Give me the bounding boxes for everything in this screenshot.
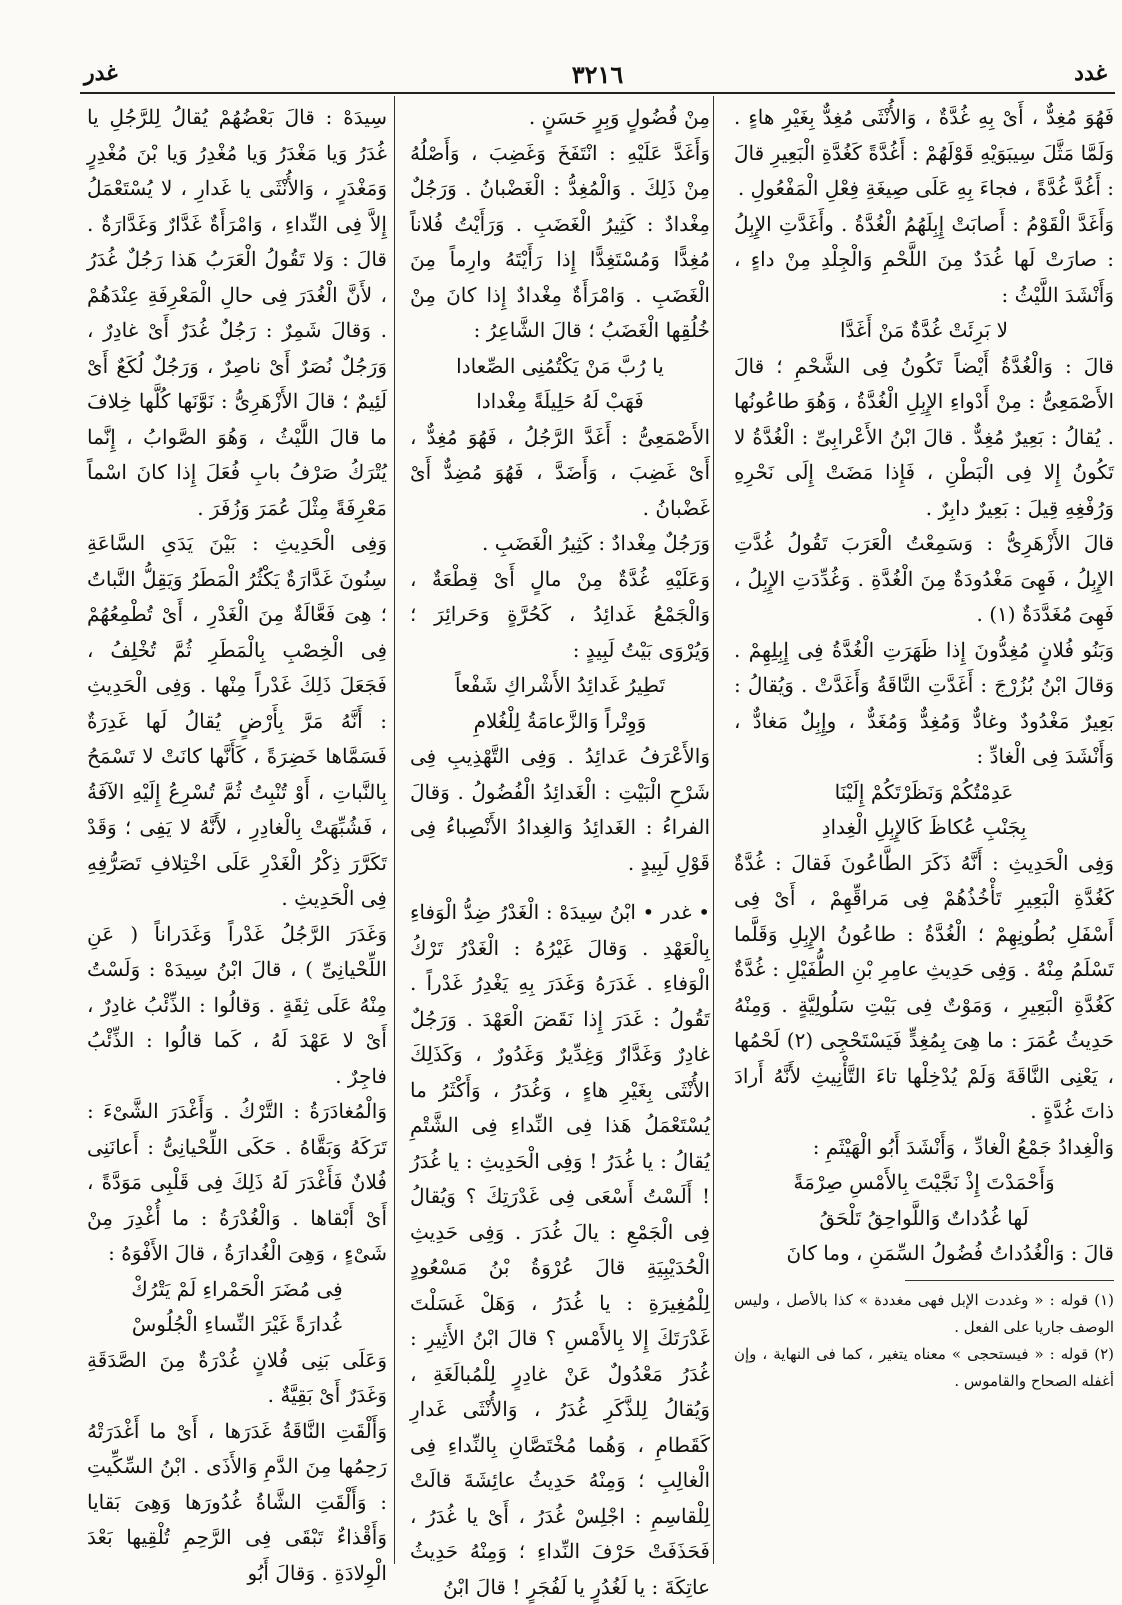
- paragraph: وَعَلَى بَنِى فُلانٍ غُدْرَةٌ مِنَ الصَّدَقَةِ وَغَدَرٌ أَىْ بَقِيَّةٌ .: [87, 1347, 387, 1407]
- column-divider-right: [713, 96, 714, 1564]
- paragraph: الأَصْمَعِىُّ : أَغَدَّ الرَّجُلُ ، فَهُوَ مُغِدٌّ ، أَىْ غَضِبَ ، وَأَضَدَّ ، فَهُوَ مُضِدٌّ أَىْ غَضْبانُ .: [410, 424, 710, 520]
- paragraph: وَأَغَدَّ الْقَوْمُ : أَصابَتْ إِبِلَهُمُ الْغُدَّةُ . وأَغَدَّتِ الإِبِلُ : صارَتْ لَها غُدَدٌ مِنَ اللَّحْمِ وَالْجِلْدِ مِنْ داءٍ ، وَأَنْشَدَ اللَّيْثُ :: [734, 211, 1114, 307]
- column-left: [87, 100, 387, 1585]
- page-header: [80, 58, 1115, 92]
- verse-line: فِى مُضَرَ الْحَمْراءِ لَمْ يَتْرُكْ: [131, 1276, 343, 1301]
- paragraph: وَالْمُغادَرَةُ : التَّرْكُ . وَأَغْدَرَ الشَّىْءَ : تَرَكَهُ وَبَقَّاهُ . حَكَى اللِّحْيانِىُّ : أَعانَنِى فُلانٌ فَأَغْدَرَ لَهُ ذَلِكَ فِى قَلْبِى مَوَدَّةً ، أَىْ أَبْقاها . وَالْغُدْرَةُ : ما أُغْدِرَ مِنْ شَىْءٍ ، وَهِىَ الْغُدارَةُ ، قالَ الأَفْوَهُ :: [87, 1099, 387, 1265]
- paragraph: قالَ : وَالْغُدَّةُ أَيْضاً تَكُونُ فِى الشَّحْمِ ؛ قالَ الأَصْمَعِىُّ : مِنْ أَدْواءِ الإِبِلِ الْغُدَّةُ ، وَهُوَ طاعُونُها . يُقالُ : بَعِيرٌ مُغِدٌّ . قالَ ابْنُ الأَعْرابِىِّ : الْغُدَّةُ لا تَكُونُ إِلا فِى الْبَطْنِ ، فَإِذا مَضَتْ إِلَى نَحْرِهِ وَرُفْغِهِ قِيلَ : بَعِيرٌ دابِرٌ .: [734, 353, 1114, 520]
- verse-line: لا بَرِئَتْ غُدَّةٌ مَنْ أَغَدَّا: [839, 318, 1009, 342]
- verse-line: يا رُبَّ مَنْ يَكْتُمُنِى الصِّعادا: [456, 353, 664, 378]
- verse-line: وَأَحْمَدْتَ إِذْ نَجَّيْتَ بِالأَمْسِ صِرْمَةً: [793, 1170, 1055, 1194]
- verse-line: تَطِيرُ غَدائِدُ الأَشْراكِ شَفْعاً: [454, 673, 666, 697]
- column-divider-left: [394, 96, 395, 1564]
- paragraph: قالَ الأَزْهَرِىُّ : وَسَمِعْتُ الْعَرَبَ تَقُولُ غُدَّتِ الإِبِلُ ، فَهِىَ مَغْدُودَةٌ مِنَ الْغُدَّةِ . وَغُدِّدَتِ الإِبِلُ ، فَهِىَ مُغَدَّدَةٌ (١) .: [734, 531, 1114, 626]
- paragraph: وَالْغِدادُ جَمْعُ الْغادِّ ، وَأَنْشَدَ أَبُو الْهَيْثَمِ :: [812, 1134, 1114, 1159]
- verse-line: غُدارَةً غَيْرَ النِّساءِ الْجُلُوسْ: [131, 1312, 343, 1336]
- entry-ghadr: • غدر • ابْنُ سِيدَهْ : الْغَدْرُ ضِدُّ الْوَفاءِ بِالْعَهْدِ . وَقالَ غَيْرُهُ : الْغَدْرُ تَرْكُ الْوَفاءِ . غَدَرَهُ وَغَدَرَ بِهِ يَغْدِرُ غَدْراً . تَقُولُ : غَدَرَ إِذا نَقَضَ الْعَهْدَ . وَرَجُلٌ غادِرٌ وَغَدَّارٌ وَغِدِّيرٌ وَغَدُورٌ ، وَكَذَلِكَ الأُنْثَى بِغَيْرِ هاءٍ ، وَغُدَرُ ، وَأَكْثَرُ ما يُسْتَعْمَلُ هَذا فِى النِّداءِ فِى الشَّتْمِ يُقالُ : يا غُدَرُ ! وَفِى الْحَدِيثِ : يا غُدَرُ ! أَلَسْتُ أَسْعَى فِى غَدْرَتِكَ ؟ وَيُقالُ فِى الْجَمْعِ : يالَ غُدَرَ . وَفِى حَدِيثِ الْحُدَيْبِيَةِ قالَ عُرْوَةُ بْنُ مَسْعُودٍ لِلْمُغِيرَةِ : يا غُدَرُ ، وَهَلْ غَسَلْتَ غَدْرَتَكَ إِلا بِالأَمْسِ ؟ قالَ ابْنُ الأَثِيرِ : غُدَرُ مَعْدُولٌ عَنْ غادِرٍ لِلْمُبالَغَةِ ، وَيُقالُ لِلذَّكَرِ غُدَرُ ، وَالأُنْثَى غَدارِ كَقَطامِ ، وَهُما مُخْتَصَّانِ بِالنِّداءِ فِى الْغالِبِ ؛ وَمِنْهُ حَدِيثُ عائِشَةَ قالَتْ لِلْقاسِمِ : اجْلِسْ غُدَرُ ، أَىْ يا غُدَرُ ، فَحَذَفَتْ حَرْفَ النِّداءِ ؛ وَمِنْهُ حَدِيثُ عاتِكَةَ : يا لَغُدُرٍ يا لَفُجَرٍ ! قالَ ابْنُ: [410, 900, 710, 1599]
- page-number: ٣٢١٦: [571, 60, 624, 89]
- column-middle: [410, 100, 710, 1599]
- verse-line: لَها غُدُداتٌ وَاللَّواحِقُ تَلْحَقُ: [819, 1205, 1029, 1230]
- verse-line: عَدِمْتُكُمْ وَنَظَرْتَكُمْ إِلَيْنَا: [834, 779, 1014, 804]
- verse-line: بِجَنْبِ عُكاظَ كَالإِبِلِ الْغِدادِ: [821, 815, 1027, 839]
- paragraph: وَالأَعْرَفُ عَدائِدُ . وَفِى التَّهْذِيبِ فِى شَرْحِ الْبَيْتِ : الْغَدائِدُ الْفُضُولُ . وَقالَ الفراءُ : الغَدائِدُ وَالغِدادُ الأَنْصِباءُ فِى قَوْلِ لَبِيدٍ .: [410, 744, 710, 875]
- paragraph: وَرَجُلٌ مِغْدادٌ : كَثِيرُ الْغَضَبِ .: [482, 531, 710, 555]
- header-root-word-right: غدد: [1074, 60, 1107, 86]
- header-rule: [80, 92, 1115, 94]
- paragraph: وَأَلْقَتِ النَّاقَةُ غَدَرَها ، أَىْ ما أَغْدَرَتْهُ رَحِمُها مِنَ الدَّمِ وَالأَذَى . ابْنُ السِّكِّيتِ : وَأَلْقَتِ الشَّاةُ غُدُورَها وَهِىَ بَقايا وَأَقْذاءٌ تَبْقَى فِى الرَّحِمِ تُلْقِيها بَعْدَ الْوِلادَةِ . وَقالَ أَبُو: [87, 1418, 387, 1585]
- header-root-word-left: غدر: [84, 60, 118, 86]
- verse-line: فَهَبْ لَهُ حَلِيلَةً مِغْدادا: [476, 389, 644, 413]
- verse-line: وَوِتْراً وَالزَّعامَةُ لِلْغُلامِ: [473, 708, 647, 733]
- paragraph: وَأَغَدَّ عَلَيْهِ : انْتَفَخَ وَغَضِبَ ، وَأَصْلُهُ مِنْ ذَلِكَ . وَالْمُغِدُّ : الْغَضْبانُ . وَرَجُلٌ مِغْدادٌ : كَثِيرُ الْغَضَبِ . وَرَأَيْتُ فُلاناً مُغِدًّا وَمُسْتَغِدًّا إِذا رَأَيْتَهُ وارِماً مِنَ الْغَضَبِ . وَامْرَأَةٌ مِغْدادٌ إِذا كانَ مِنْ خُلُقِها الْغَضَبُ ؛ قالَ الشَّاعِرُ :: [410, 140, 710, 342]
- footnote-rule: [905, 1280, 1114, 1281]
- paragraph: قالَ : وَالْغُدُداتُ فُضُولُ السِّمَنِ ، وما كانَ: [786, 1241, 1114, 1265]
- column-right: [734, 100, 1114, 1565]
- paragraph: مِنْ فُضُولٍ وَبِرٍ حَسَنٍ .: [528, 105, 710, 129]
- paragraph: فَهُوَ مُغِدٌّ ، أَىْ بِهِ غُدَّةٌ ، وَالأُنْثَى مُغِدٌّ بِغَيْرِ هاءٍ . وَلَمَّا مَثَّلَ سِيبَوَيْهِ قَوْلَهُمْ : أَغُدَّةً كَغُدَّةِ الْبَعِيرِ قالَ : أَغُدَّ غُدَّةً ، فجاءَ بِهِ عَلَى صِيغَةِ فِعْلِ الْمَفْعُولِ .: [734, 105, 1115, 200]
- footnote: (٢) قوله : « فيستحجى » معناه يتغير ، كما فى النهاية ، وإن أغفله الصحاح والقاموس .: [734, 1344, 1114, 1390]
- paragraph: وَبَنُو فُلانٍ مُغِدُّونَ إِذا ظَهَرَتِ الْغُدَّةُ فِى إِبِلِهِمْ . وَقالَ ابْنُ بُزُرْجَ : أَغَدَّتِ النَّاقَةُ وَأَغَدَّتْ . وَيُقالُ : بَعِيرٌ مَغْدُودٌ وغادٌّ وَمُغِدٌّ وَمُغَدٌّ ، وإِبِلٌ مَغادٌّ ، وَأَنْشَدَ فِى الْغادِّ :: [734, 637, 1114, 768]
- paragraph: سِيدَهْ : قالَ بَعْضُهُمْ يُقالُ لِلرَّجُلِ يا غُدَرُ وَيا مَغْدَرُ وَيا مُغْدِرُ وَيا بْنَ مُغْدِرٍ وَمَغْدَرٍ ، وَالأُنْثَى يا غَدارِ ، لا يُسْتَعْمَلُ إِلاَّ فِى النِّداءِ ، وَامْرَأَةٌ غَدَّارٌ وَغَدَّارَةٌ . قالَ : وَلا تَقُولُ الْعَرَبُ هَذا رَجُلٌ غُدَرُ ، لأَنَّ الْغُدَرَ فِى حالِ الْمَعْرِفَةِ عِنْدَهُمْ . وَقالَ شَمِرٌ : رَجُلٌ غُدَرٌ أَىْ غادِرٌ ، وَرَجُلٌ نُصَرٌ أَىْ ناصِرٌ ، وَرَجُلٌ لُكَعٌ أَىْ لَئِيمٌ ؛ قالَ الأَزْهَرِىُّ : نَوَّنَها كُلَّها خِلافَ ما قالَ اللَّيْثُ ، وَهُوَ الصَّوابُ ، إِنَّما يُتْرَكُ صَرْفُ بابِ فُعَلَ إِذا كانَ اسْماً مَعْرِفَةً مِثْلَ عُمَرَ وَزُفَرَ .: [87, 105, 387, 520]
- footnote: (١) قوله : « وغددت الإبل فهى مغددة » كذا بالأصل ، وليس الوصف جاريا على الفعل .: [734, 1290, 1114, 1336]
- paragraph: وَفِى الْحَدِيثِ : أَنَّهُ ذَكَرَ الطَّاعُونَ فَقالَ : غُدَّةٌ كَغُدَّةِ الْبَعِيرِ تَأْخُذُهُمْ فِى مَراقِّهِمْ ، أَىْ فِى أَسْفَلِ بُطُونِهِمْ ؛ الْغُدَّةُ : طاعُونُ الإِبِلِ وَقَلَّما تَسْلَمُ مِنْهُ . وَفِى حَدِيثِ عامِرِ بْنِ الطُّفَيْلِ : غُدَّةٌ كَغُدَّةِ الْبَعِيرِ ، وَمَوْتٌ فِى بَيْتِ سَلُولِيَّةٍ . وَمِنْهُ حَدِيثُ عُمَرَ : ما هِىَ بِمُغِدٍّ فَيَسْتَحْجِى (٢) لَحْمُها ، يَعْنِى النَّاقَةَ وَلَمْ يُدْخِلْها تاءَ التَّأْنِيثِ لأَنَّهُ أَرادَ ذاتَ غُدَّةٍ .: [734, 850, 1114, 1123]
- paragraph: وَفِى الْحَدِيثِ : بَيْنَ يَدَىِ السَّاعَةِ سِنُونَ غَدَّارَةٌ يَكْثُرُ الْمَطَرُ وَيَقِلُّ النَّباتُ ؛ هِىَ فَعَّالَةٌ مِنَ الْغَدْرِ ، أَىْ تُطْمِعُهُمْ فِى الْخِصْبِ بِالْمَطَرِ ثُمَّ تُخْلِفُ ، فَجَعَلَ ذَلِكَ غَدْراً مِنْها . وَفِى الْحَدِيثِ : أَنَّهُ مَرَّ بِأَرْضٍ يُقالُ لَها غَدِرَةٌ فَسَمَّاها خَضِرَةً ، كَأَنَّها كانَتْ لا تَسْمَحُ بِالنَّباتِ ، أَوْ تُنْبِتُ ثُمَّ تُسْرِعُ إِلَيْهِ الآفَةُ ، فَشُبِّهَتْ بِالْغادِرِ ، لأَنَّهُ لا يَفِى ؛ وَقَدْ تَكَرَّرَ ذِكْرُ الْغَدْرِ عَلَى اخْتِلافِ تَصَرُّفِهِ فِى الْحَدِيثِ .: [87, 531, 387, 910]
- paragraph: وَعَلَيْهِ غُدَّةٌ مِنْ مالٍ أَىْ قِطْعَةٌ ، وَالْجَمْعُ غَدائِدُ ، كَحُرَّةٍ وَحَرائِرَ ؛ وَيُرْوَى بَيْتُ لَبِيدٍ :: [410, 566, 710, 662]
- paragraph: وَغَدَرَ الرَّجُلُ غَدْراً وَغَدَراناً ( عَنِ اللِّحْيانِىِّ ) ، قالَ ابْنُ سِيدَهْ : وَلَسْتُ مِنْهُ عَلَى ثِقَةٍ . وَقالُوا : الذِّئْبُ غادِرٌ ، أَىْ لا عَهْدَ لَهُ ، كَما قالُوا : الذِّئْبُ فاجِرٌ .: [87, 921, 387, 1088]
